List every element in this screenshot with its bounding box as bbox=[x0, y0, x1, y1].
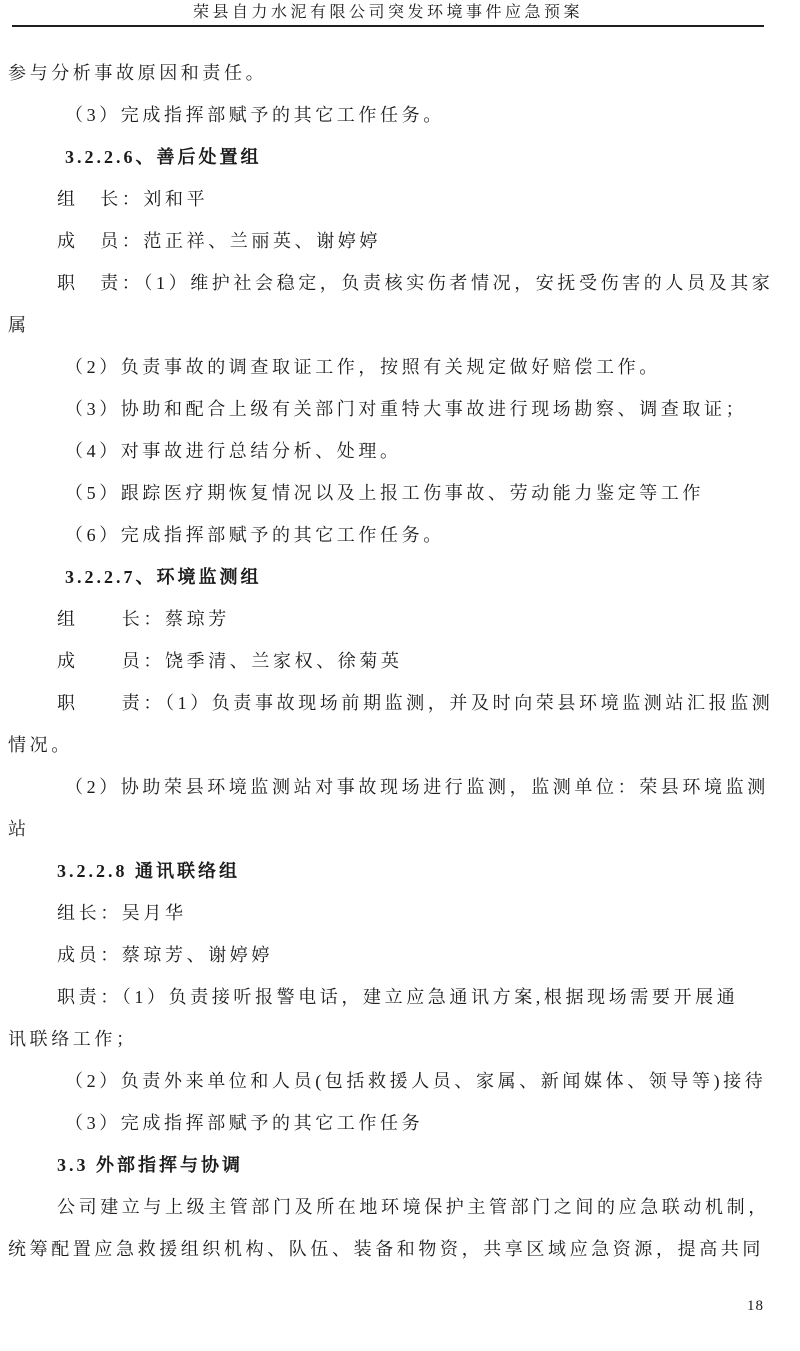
text-line: （2）负责外来单位和人员(包括救援人员、家属、新闻媒体、领导等)接待 bbox=[65, 1071, 767, 1091]
text-line: （3）完成指挥部赋予的其它工作任务 bbox=[65, 1113, 424, 1133]
section-heading: 3.3 外部指挥与协调 bbox=[57, 1155, 243, 1175]
page-header bbox=[12, 3, 764, 27]
text-line: 职 责：（1）维护社会稳定，负责核实伤者情况，安抚受伤害的人员及其家 bbox=[57, 273, 774, 293]
text-line: （3）协助和配合上级有关部门对重特大事故进行现场勘察、调查取证； bbox=[65, 399, 748, 419]
section-heading: 3.2.2.8 通讯联络组 bbox=[57, 861, 240, 881]
text-line: 统筹配置应急救援组织机构、队伍、装备和物资，共享区域应急资源，提高共同 bbox=[8, 1239, 764, 1259]
document-title: 荣县自力水泥有限公司突发环境事件应急预案 bbox=[192, 4, 583, 21]
text-line: （5）跟踪医疗期恢复情况以及上报工伤事故、劳动能力鉴定等工作 bbox=[65, 483, 704, 503]
text-line: 组 长：刘和平 bbox=[57, 189, 209, 209]
text-line: 参与分析事故原因和责任。 bbox=[8, 63, 268, 83]
section-heading: 3.2.2.6、善后处置组 bbox=[65, 147, 262, 167]
text-line: 属 bbox=[8, 315, 30, 335]
text-line: 职 责：（1）负责事故现场前期监测，并及时向荣县环境监测站汇报监测 bbox=[57, 693, 774, 713]
text-line: （6）完成指挥部赋予的其它工作任务。 bbox=[65, 525, 445, 545]
text-line: 职责：（1）负责接听报警电话，建立应急通讯方案,根据现场需要开展通 bbox=[57, 987, 739, 1007]
document-body bbox=[0, 27, 800, 1270]
text-line: 成 员：饶季清、兰家权、徐菊英 bbox=[57, 651, 403, 671]
text-line: 组长：吴月华 bbox=[57, 903, 187, 923]
text-line: （2）负责事故的调查取证工作，按照有关规定做好赔偿工作。 bbox=[65, 357, 661, 377]
text-line: 成 员：范正祥、兰丽英、谢婷婷 bbox=[57, 231, 381, 251]
text-line: 组 长：蔡琼芳 bbox=[57, 609, 230, 629]
text-line: 情况。 bbox=[8, 735, 73, 755]
text-line: （3）完成指挥部赋予的其它工作任务。 bbox=[65, 105, 445, 125]
text-line: 公司建立与上级主管部门及所在地环境保护主管部门之间的应急联动机制， bbox=[57, 1197, 770, 1217]
text-line: （2）协助荣县环境监测站对事故现场进行监测，监测单位：荣县环境监测 bbox=[65, 777, 769, 797]
section-heading: 3.2.2.7、环境监测组 bbox=[65, 567, 262, 587]
text-line: 站 bbox=[8, 819, 30, 839]
page-number: 18 bbox=[747, 1298, 764, 1314]
text-line: 成员：蔡琼芳、谢婷婷 bbox=[57, 945, 273, 965]
text-line: （4）对事故进行总结分析、处理。 bbox=[65, 441, 402, 461]
text-line: 讯联络工作； bbox=[8, 1029, 138, 1049]
